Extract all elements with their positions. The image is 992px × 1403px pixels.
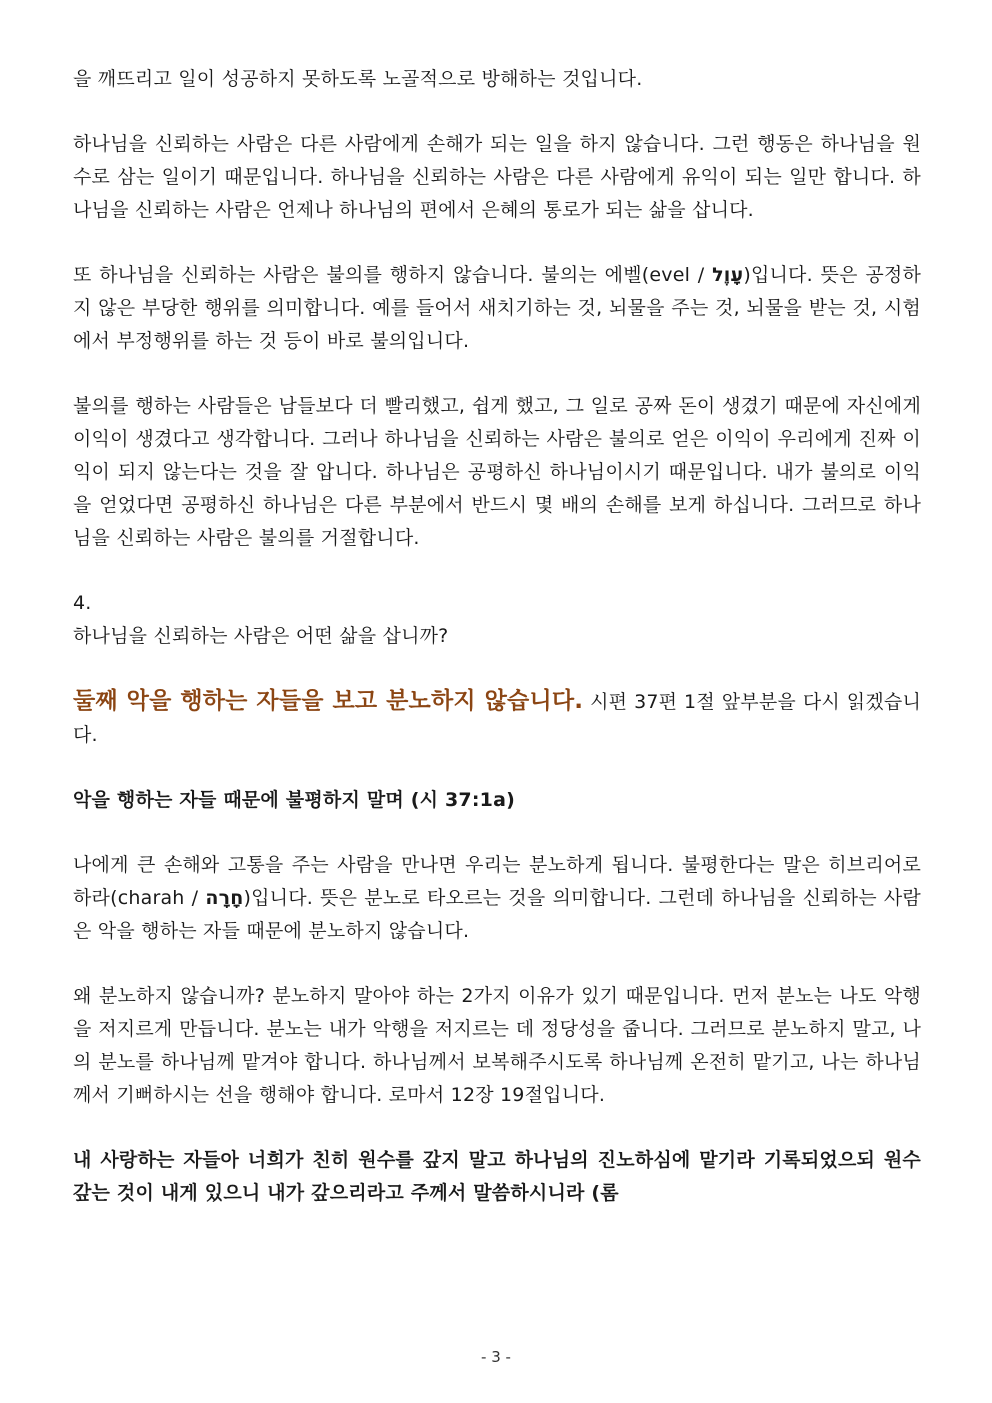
paragraph-3-before: 또 하나님을 신뢰하는 사람은 불의를 행하지 않습니다. 불의는 에벨(evel / bbox=[73, 264, 713, 286]
page-number: - 3 - bbox=[481, 1348, 511, 1366]
hebrew-word-evel: עָוֶל bbox=[712, 264, 744, 286]
paragraph-5 bbox=[73, 849, 921, 948]
paragraph-5-before: 나에게 큰 손해와 고통을 주는 사람을 만나면 우리는 분노하게 됩니다. 불평한다는 말은 히브리어로 하라(charah / bbox=[73, 854, 921, 909]
paragraph-4: 불의를 행하는 사람들은 남들보다 더 빨리했고, 쉽게 했고, 그 일로 공짜 돈이 생겼기 때문에 자신에게 이익이 생겼다고 생각합니다. 그러나 하나님을 신뢰하는 사람은 불의로 얻은 이익이 우리에게 진짜 이익이 되지 않는다는 것을 잘 압니다. 하나님은 공평하신 하나님이시기 때문입니다. 내가 불의로 이익을 얻었다면 공평하신 하나님은 다른 부분에서 반드시 몇 배의 손해를 보게 하십니다. 그러므로 하나님을 신뢰하는 사람은 불의를 거절합니다. bbox=[73, 395, 921, 549]
paragraph-3 bbox=[73, 259, 921, 358]
verse-quote-2: 내 사랑하는 자들아 너희가 친히 원수를 갚지 말고 하나님의 진노하심에 맡기라 기록되었으되 원수 갚는 것이 내게 있으니 내가 갚으리라고 주께서 말씀하시니라 (롬 bbox=[73, 1149, 921, 1204]
paragraph-1: 을 깨뜨리고 일이 성공하지 못하도록 노골적으로 방해하는 것입니다. bbox=[73, 68, 643, 90]
question-number: 4. bbox=[73, 592, 92, 614]
paragraph-2: 하나님을 신뢰하는 사람은 다른 사람에게 손해가 되는 일을 하지 않습니다. 그런 행동은 하나님을 원수로 삼는 일이기 때문입니다. 하나님을 신뢰하는 사람은 다른 사람에게 유익이 되는 일만 합니다. 하나님을 신뢰하는 사람은 언제나 하나님의 편에서 은혜의 통로가 되는 삶을 삽니다. bbox=[73, 133, 921, 221]
hebrew-word-charah: חָרָה bbox=[205, 887, 244, 909]
section-heading: 둘째 악을 행하는 자들을 보고 분노하지 않습니다. bbox=[73, 688, 584, 714]
verse-quote-1: 악을 행하는 자들 때문에 불평하지 말며 (시 37:1a) bbox=[73, 789, 515, 811]
document-page bbox=[73, 63, 921, 1210]
section-heading-paragraph bbox=[73, 685, 921, 752]
section-heading-rest: 시편 37편 1절 앞부분을 다시 읽겠습니다. bbox=[73, 691, 922, 746]
paragraph-5-after: )입니다. 뜻은 분노로 타오르는 것을 의미합니다. 그런데 하나님을 신뢰하는 사람은 악을 행하는 자들 때문에 분노하지 않습니다. bbox=[73, 887, 921, 942]
paragraph-6: 왜 분노하지 않습니까? 분노하지 말아야 하는 2가지 이유가 있기 때문입니다. 먼저 분노는 나도 악행을 저지르게 만듭니다. 분노는 내가 악행을 저지르는 데 정당성을 줍니다. 그러므로 분노하지 말고, 나의 분노를 하나님께 맡겨야 합니다. 하나님께서 보복해주시도록 하나님께 온전히 맡기고, 나는 하나님께서 기뻐하시는 선을 행해야 합니다. 로마서 12장 19절입니다. bbox=[73, 985, 921, 1106]
paragraph-3-after: )입니다. 뜻은 공정하지 않은 부당한 행위를 의미합니다. 예를 들어서 새치기하는 것, 뇌물을 주는 것, 뇌물을 받는 것, 시험에서 부정행위를 하는 것 등이 바로 불의입니다. bbox=[73, 264, 922, 352]
question-text: 하나님을 신뢰하는 사람은 어떤 삶을 삽니까? bbox=[73, 625, 449, 647]
